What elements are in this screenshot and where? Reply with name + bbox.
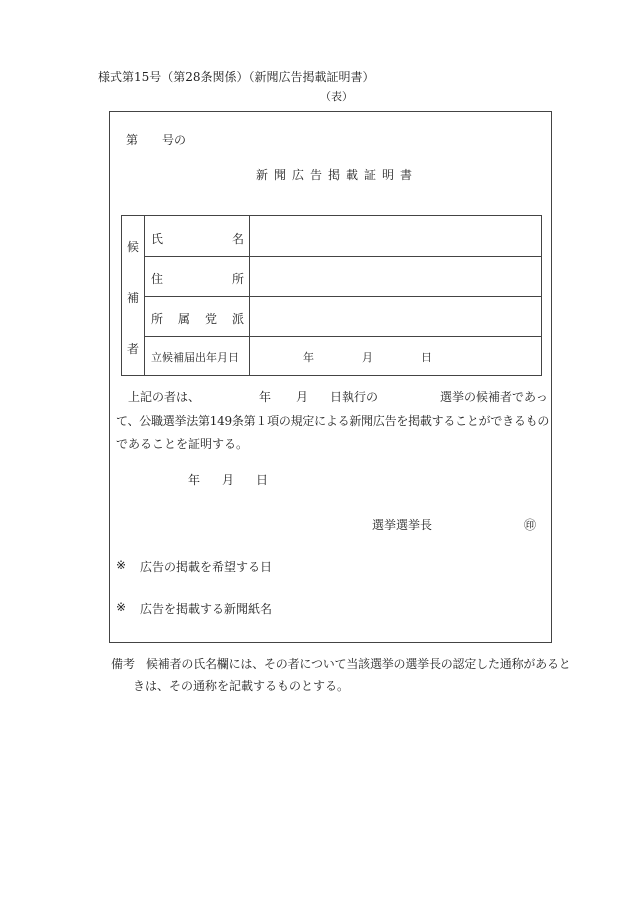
title-char: 聞	[274, 168, 287, 182]
note-mark: ※	[116, 600, 127, 614]
seal-mark: ㊞	[524, 518, 537, 532]
note-mark: ※	[116, 558, 127, 572]
side-label-char: 者	[127, 342, 140, 356]
party-label-char: 派	[232, 312, 245, 326]
side-note: （表）	[320, 90, 353, 103]
filing-day: 日	[421, 351, 432, 364]
candidate-table	[121, 215, 542, 376]
body-election: 選挙の候補者であっ	[440, 390, 548, 404]
body-month: 月	[296, 390, 309, 404]
form-title: 様式第15号（第28条関係）（新聞広告掲載証明書）	[98, 70, 375, 84]
filing-year: 年	[303, 351, 314, 364]
party-field[interactable]	[252, 298, 537, 334]
body-year: 年	[259, 390, 272, 404]
party-label-char: 所	[151, 312, 164, 326]
address-field[interactable]	[252, 258, 537, 294]
title-char: 書	[400, 168, 413, 182]
side-label-char: 候	[127, 240, 140, 254]
remarks-text: 候補者の氏名欄には、その者について当該選挙の選挙長の認定した通称があると	[146, 657, 571, 671]
side-label-char: 補	[127, 291, 140, 305]
number-suffix: 号の	[162, 133, 187, 147]
issue-month: 月	[222, 473, 235, 487]
title-char: 載	[346, 168, 359, 182]
table-divider	[144, 336, 541, 337]
filing-date-label: 立候補届出年月日	[151, 351, 239, 364]
title-char: 新	[256, 168, 269, 182]
body-execution-day: 日執行の	[330, 390, 379, 404]
title-char: 広	[292, 168, 305, 182]
title-char: 明	[382, 168, 395, 182]
issue-day: 日	[256, 473, 269, 487]
title-char: 告	[310, 168, 323, 182]
body-text: であることを証明する。	[116, 437, 249, 451]
issue-year: 年	[188, 473, 201, 487]
body-text: て、公職選挙法第149条第１項の規定による新聞広告を掲載することができるもの	[116, 414, 550, 428]
title-char: 掲	[328, 168, 341, 182]
address-label-char: 住	[151, 272, 164, 286]
address-label-char: 所	[232, 272, 245, 286]
party-label-char: 党	[205, 312, 218, 326]
name-label-char: 名	[232, 232, 245, 246]
official-title: 選挙選挙長	[372, 518, 433, 532]
name-label-char: 氏	[151, 232, 164, 246]
name-field[interactable]	[252, 218, 537, 254]
number-prefix: 第	[126, 133, 139, 147]
note-publish-date: 広告の掲載を希望する日	[140, 560, 273, 574]
body-text-start: 上記の者は、	[128, 390, 201, 404]
note-newspaper-name: 広告を掲載する新聞紙名	[140, 602, 273, 616]
party-label-char: 属	[178, 312, 191, 326]
remarks-text: きは、その通称を記載するものとする。	[133, 679, 350, 693]
table-divider	[144, 296, 541, 297]
filing-month: 月	[362, 351, 373, 364]
remarks-label: 備考	[111, 657, 136, 671]
title-char: 証	[364, 168, 377, 182]
table-divider	[144, 256, 541, 257]
